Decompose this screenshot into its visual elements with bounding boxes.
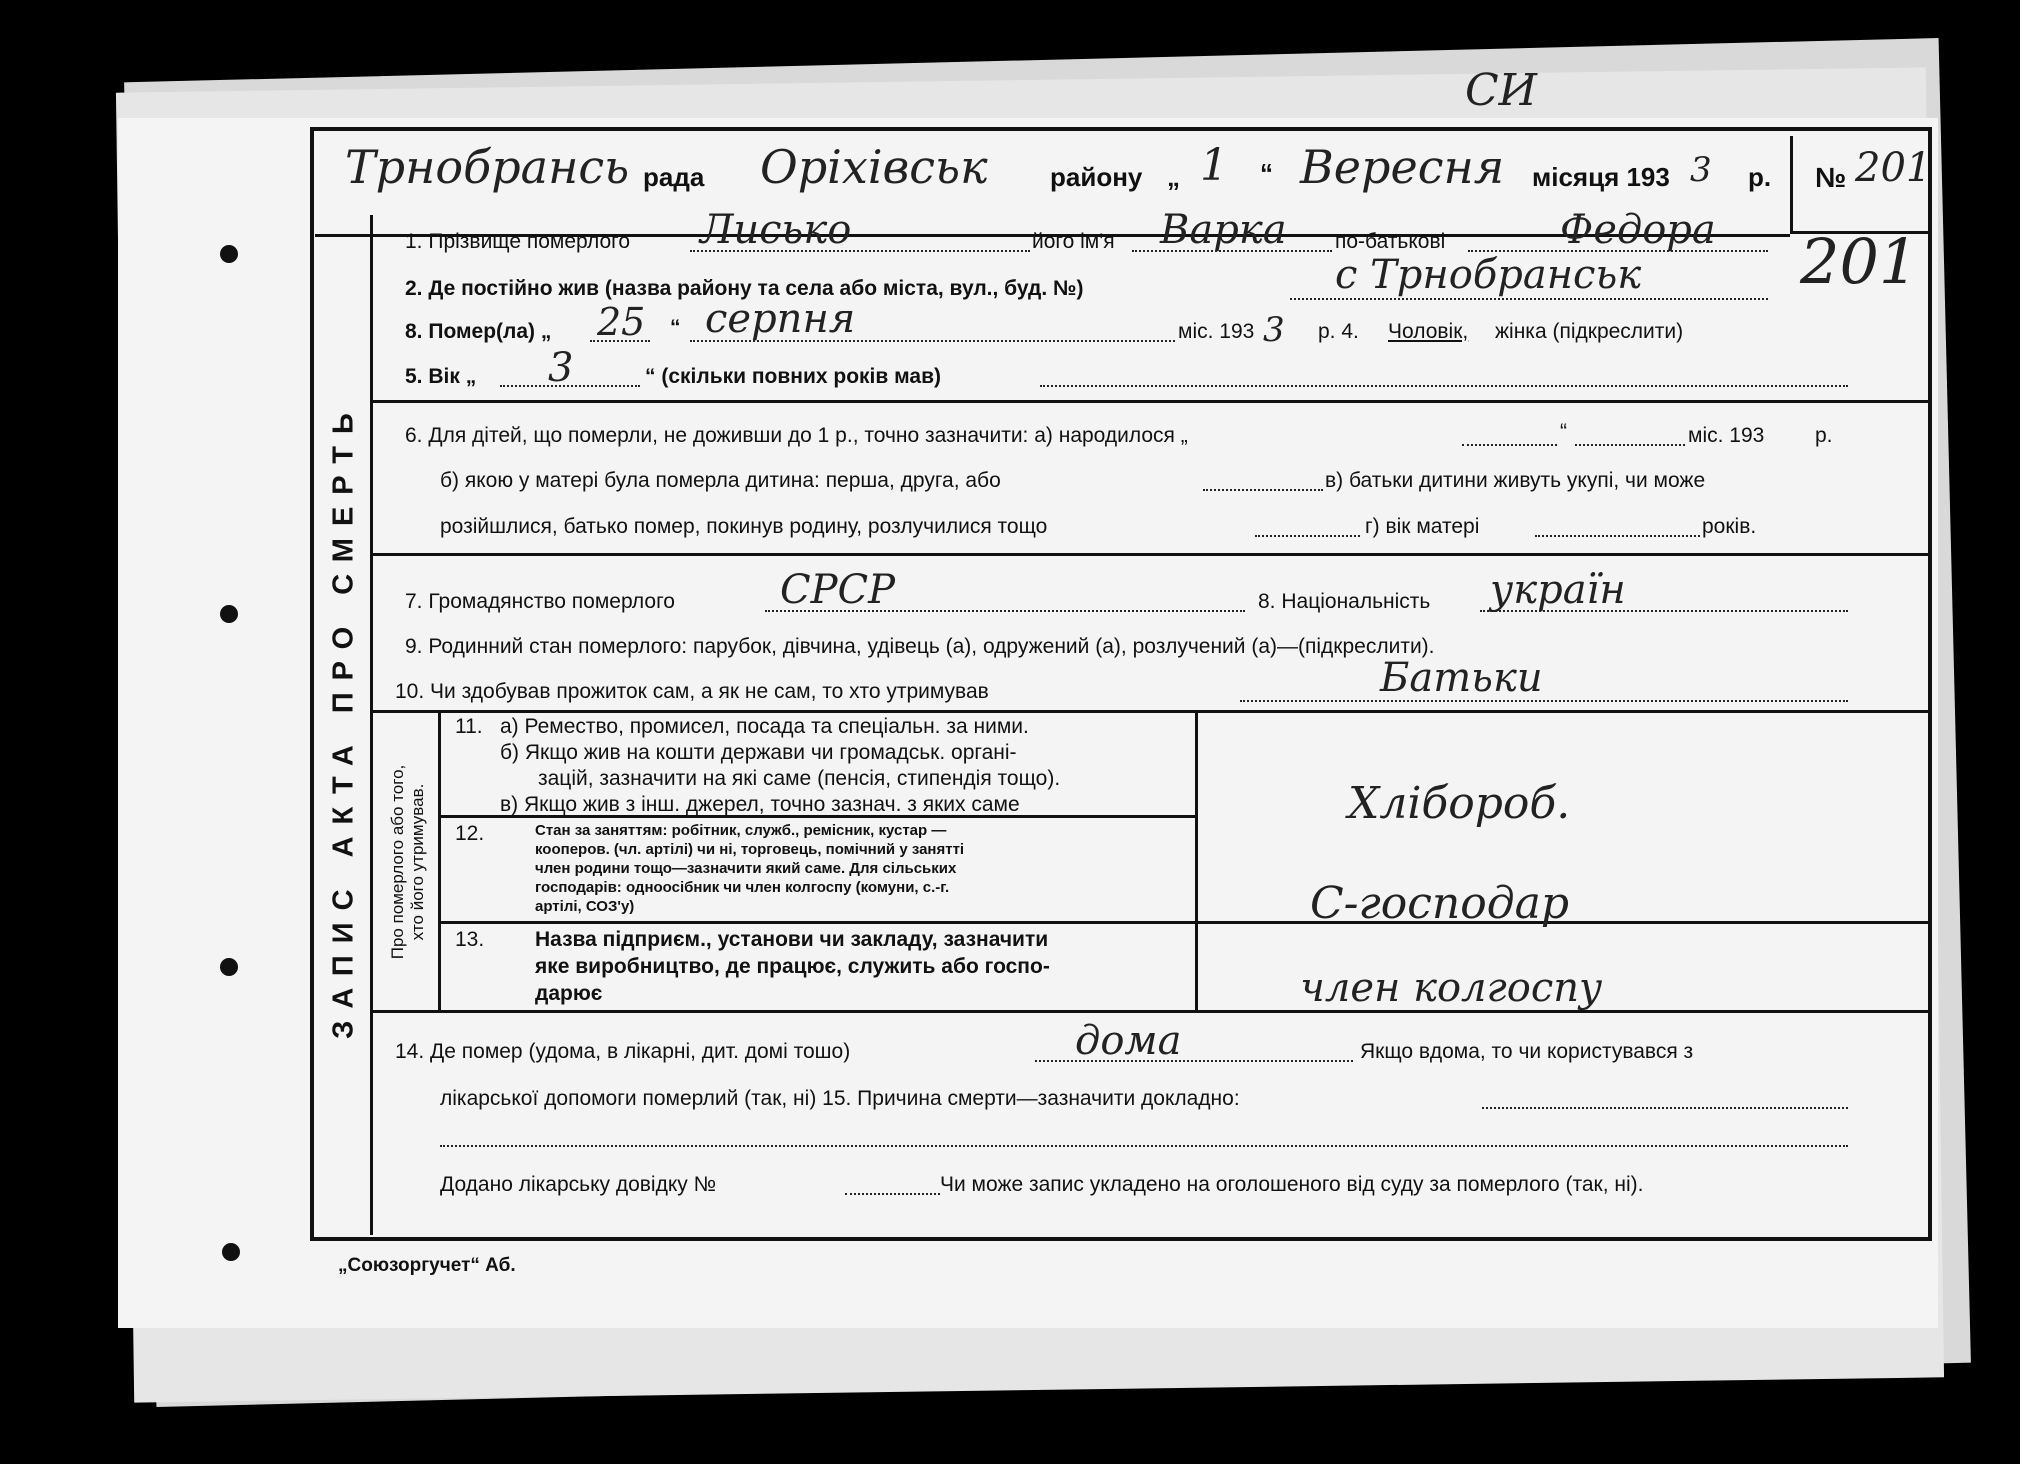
r15-cause-line [440,1145,1848,1147]
r6-line2b: в) батьки дитини живуть укупі, чи може [1325,469,1706,492]
r3-mis-label: міс. 193 [1178,320,1255,343]
r12-line3: член родини тощо—зазначити який саме. Для сільських [535,860,957,877]
r1-surname-label: 1. Прізвище померлого [405,230,631,253]
misiatsia-label: місяця 193 [1532,162,1670,192]
punch-hole [220,958,238,976]
box-bottom-line [373,1010,1929,1013]
r13-line3: дарює [535,982,603,1005]
r15-label: лікарської допомоги померлий (так, ні) 15. Причина смерти—зазначити докладно: [440,1087,1240,1110]
r8-label: 8. Національність [1258,590,1431,613]
r12-value: С-господар [1310,878,1570,929]
box-value-divider [1195,710,1198,1010]
r13-line1: Назва підприєм., установи чи закладу, зазначити [535,928,1049,951]
punch-hole [220,605,238,623]
r10-value: Батьки [1380,655,1543,701]
box-label-divider [438,710,441,1010]
r6-month-line [1575,444,1685,446]
r8-value: україн [1490,567,1626,613]
r2-line [1290,298,1768,300]
r5-label: 5. Вік „ [405,365,477,388]
r3-day-value: 25 [597,300,646,344]
r11-number: 11. [455,715,483,738]
r3-r-label: р. 4. [1318,320,1359,343]
month-handwriting: Вересня [1300,140,1505,194]
r6-mother-age-line [1535,535,1700,537]
box-side-label [388,765,428,960]
side-title: ЗАПИС АКТА ПРО СМЕРТЬ [327,401,360,1039]
r6-line3a: розійшлися, батько помер, покинув родину, розлучилися тощо [440,515,1048,538]
district-handwriting: Оріхівськ [760,140,988,194]
box-row-divider-2 [438,921,1928,924]
side-number-handwriting: 201 [1800,225,1919,298]
quote-open: „ [1167,162,1180,192]
r11-b2: зацій, зазначити на які саме (пенсія, стипендія тощо). [538,767,1061,790]
r12-line2: кооперов. (чл. артілі) чи ні, торговець, помічний у занятті [535,841,965,858]
r6-line3b: г) вік матері [1365,515,1480,538]
punch-hole [220,245,238,263]
punch-hole [222,1243,240,1261]
r10-label: 10. Чи здобував прожиток сам, а як не сам, то хто утримував [395,680,989,703]
r6-status-line [1255,535,1360,537]
r13-line2: яке виробництво, де працює, служить або госпо- [535,955,1050,978]
quote-close: “ [1260,158,1273,188]
r11-b1: б) Якщо жив на кошти держави чи громадськ. органі- [500,741,1017,764]
r6-line1: 6. Для дітей, що померли, не доживши до 1 р., точно зазначити: а) народилося „ [405,424,1188,447]
r3-male-option: Чоловік, [1388,320,1469,343]
year-suffix: р. [1748,162,1772,192]
box-top-line [373,710,1929,713]
top-mark: СИ [1465,65,1538,116]
section-divider-1 [373,400,1929,403]
r3-year-value: 3 [1263,310,1285,350]
r1-patronymic-label: по-батькові [1335,230,1446,253]
r6-line2a: б) якою у матері була померла дитина: перша, друга, або [440,469,1001,492]
r6-r-label: р. [1815,424,1833,447]
r15-line [1482,1107,1848,1109]
r12-line4: господарів: одноосібник чи член колгоспу (комуни, с.-г. [535,879,950,896]
r16-cert-label: Додано лікарську довідку № [440,1173,717,1196]
r1-name-label: його ім'я [1032,230,1115,253]
day-handwriting: 1 [1200,140,1228,191]
r14-help-label: Якщо вдома, то чи користувався з [1360,1040,1694,1063]
r5-rest-line [1040,385,1848,387]
r2-value: с Трнобранськ [1335,252,1642,298]
r13-number: 13. [455,928,485,951]
r1-name-value: Варка [1160,207,1287,253]
publisher-footer: „Союзоргучет“ Аб. [338,1255,516,1276]
r5-hint: “ (скільки повних років мав) [645,365,941,388]
r6-born-line [1462,444,1557,446]
r9-label: 9. Родинний стан померлого: парубок, дівчина, удівець (а), одружений (а), розлучений (а)—(підкреслити). [405,635,1435,658]
r5-age-value: 3 [548,345,574,391]
r6-quote: “ [1560,420,1567,443]
r2-label: 2. Де постійно жив (назва району та села або міста, вул., буд. №) [405,277,1084,300]
r11-c: в) Якщо жив з інш. джерел, точно зазнач. з яких саме [500,793,1020,816]
number-handwriting: 201 [1855,145,1932,191]
r12-line5: артілі, СОЗ'у) [535,898,635,915]
r3-quote: “ [670,316,681,339]
r1-surname-value: Лисько [700,207,852,253]
r6-order-line [1203,489,1323,491]
number-sign: № [1815,162,1847,193]
box-side-label-1: Про померлого або того, [388,764,407,960]
r12-number: 12. [455,822,485,845]
r16-cert-line [845,1193,940,1195]
r11-a: а) Ремество, промисел, посада та спеціальн. за ними. [500,715,1029,738]
r1-patronymic-value: Федора [1560,207,1716,253]
r3-sex-label: жінка (підкреслити) [1495,320,1684,343]
r3-label: 8. Помер(ла) „ [405,320,552,343]
r12-line1: Стан за заняттям: робітник, служб., ремісник, кустар — [535,822,947,839]
r6-line3c: років. [1702,515,1757,538]
r14-label: 14. Де помер (удома, в лікарні, дит. домі тошо) [395,1040,851,1063]
r3-month-value: серпня [705,296,856,342]
r10-line [1240,700,1848,702]
village-handwriting: Трнобрансь [345,140,630,194]
r11-value: Хлібороб. [1348,778,1571,829]
r7-label: 7. Громадянство померлого [405,590,675,613]
raion-label: району [1050,162,1143,192]
r13-value: член колгоспу [1300,965,1603,1011]
section-divider-2 [373,553,1929,556]
r7-value: СРСР [780,567,896,613]
rada-label: рада [643,162,705,192]
r16-court-label: Чи може запис укладено на оголошеного від суду за померлого (так, ні). [940,1173,1644,1196]
year-handwriting: 3 [1690,150,1712,190]
r14-value: дома [1075,1018,1182,1064]
r6-mis-label: міс. 193 [1688,424,1765,447]
box-side-label-2: хто його утримував. [408,783,427,941]
